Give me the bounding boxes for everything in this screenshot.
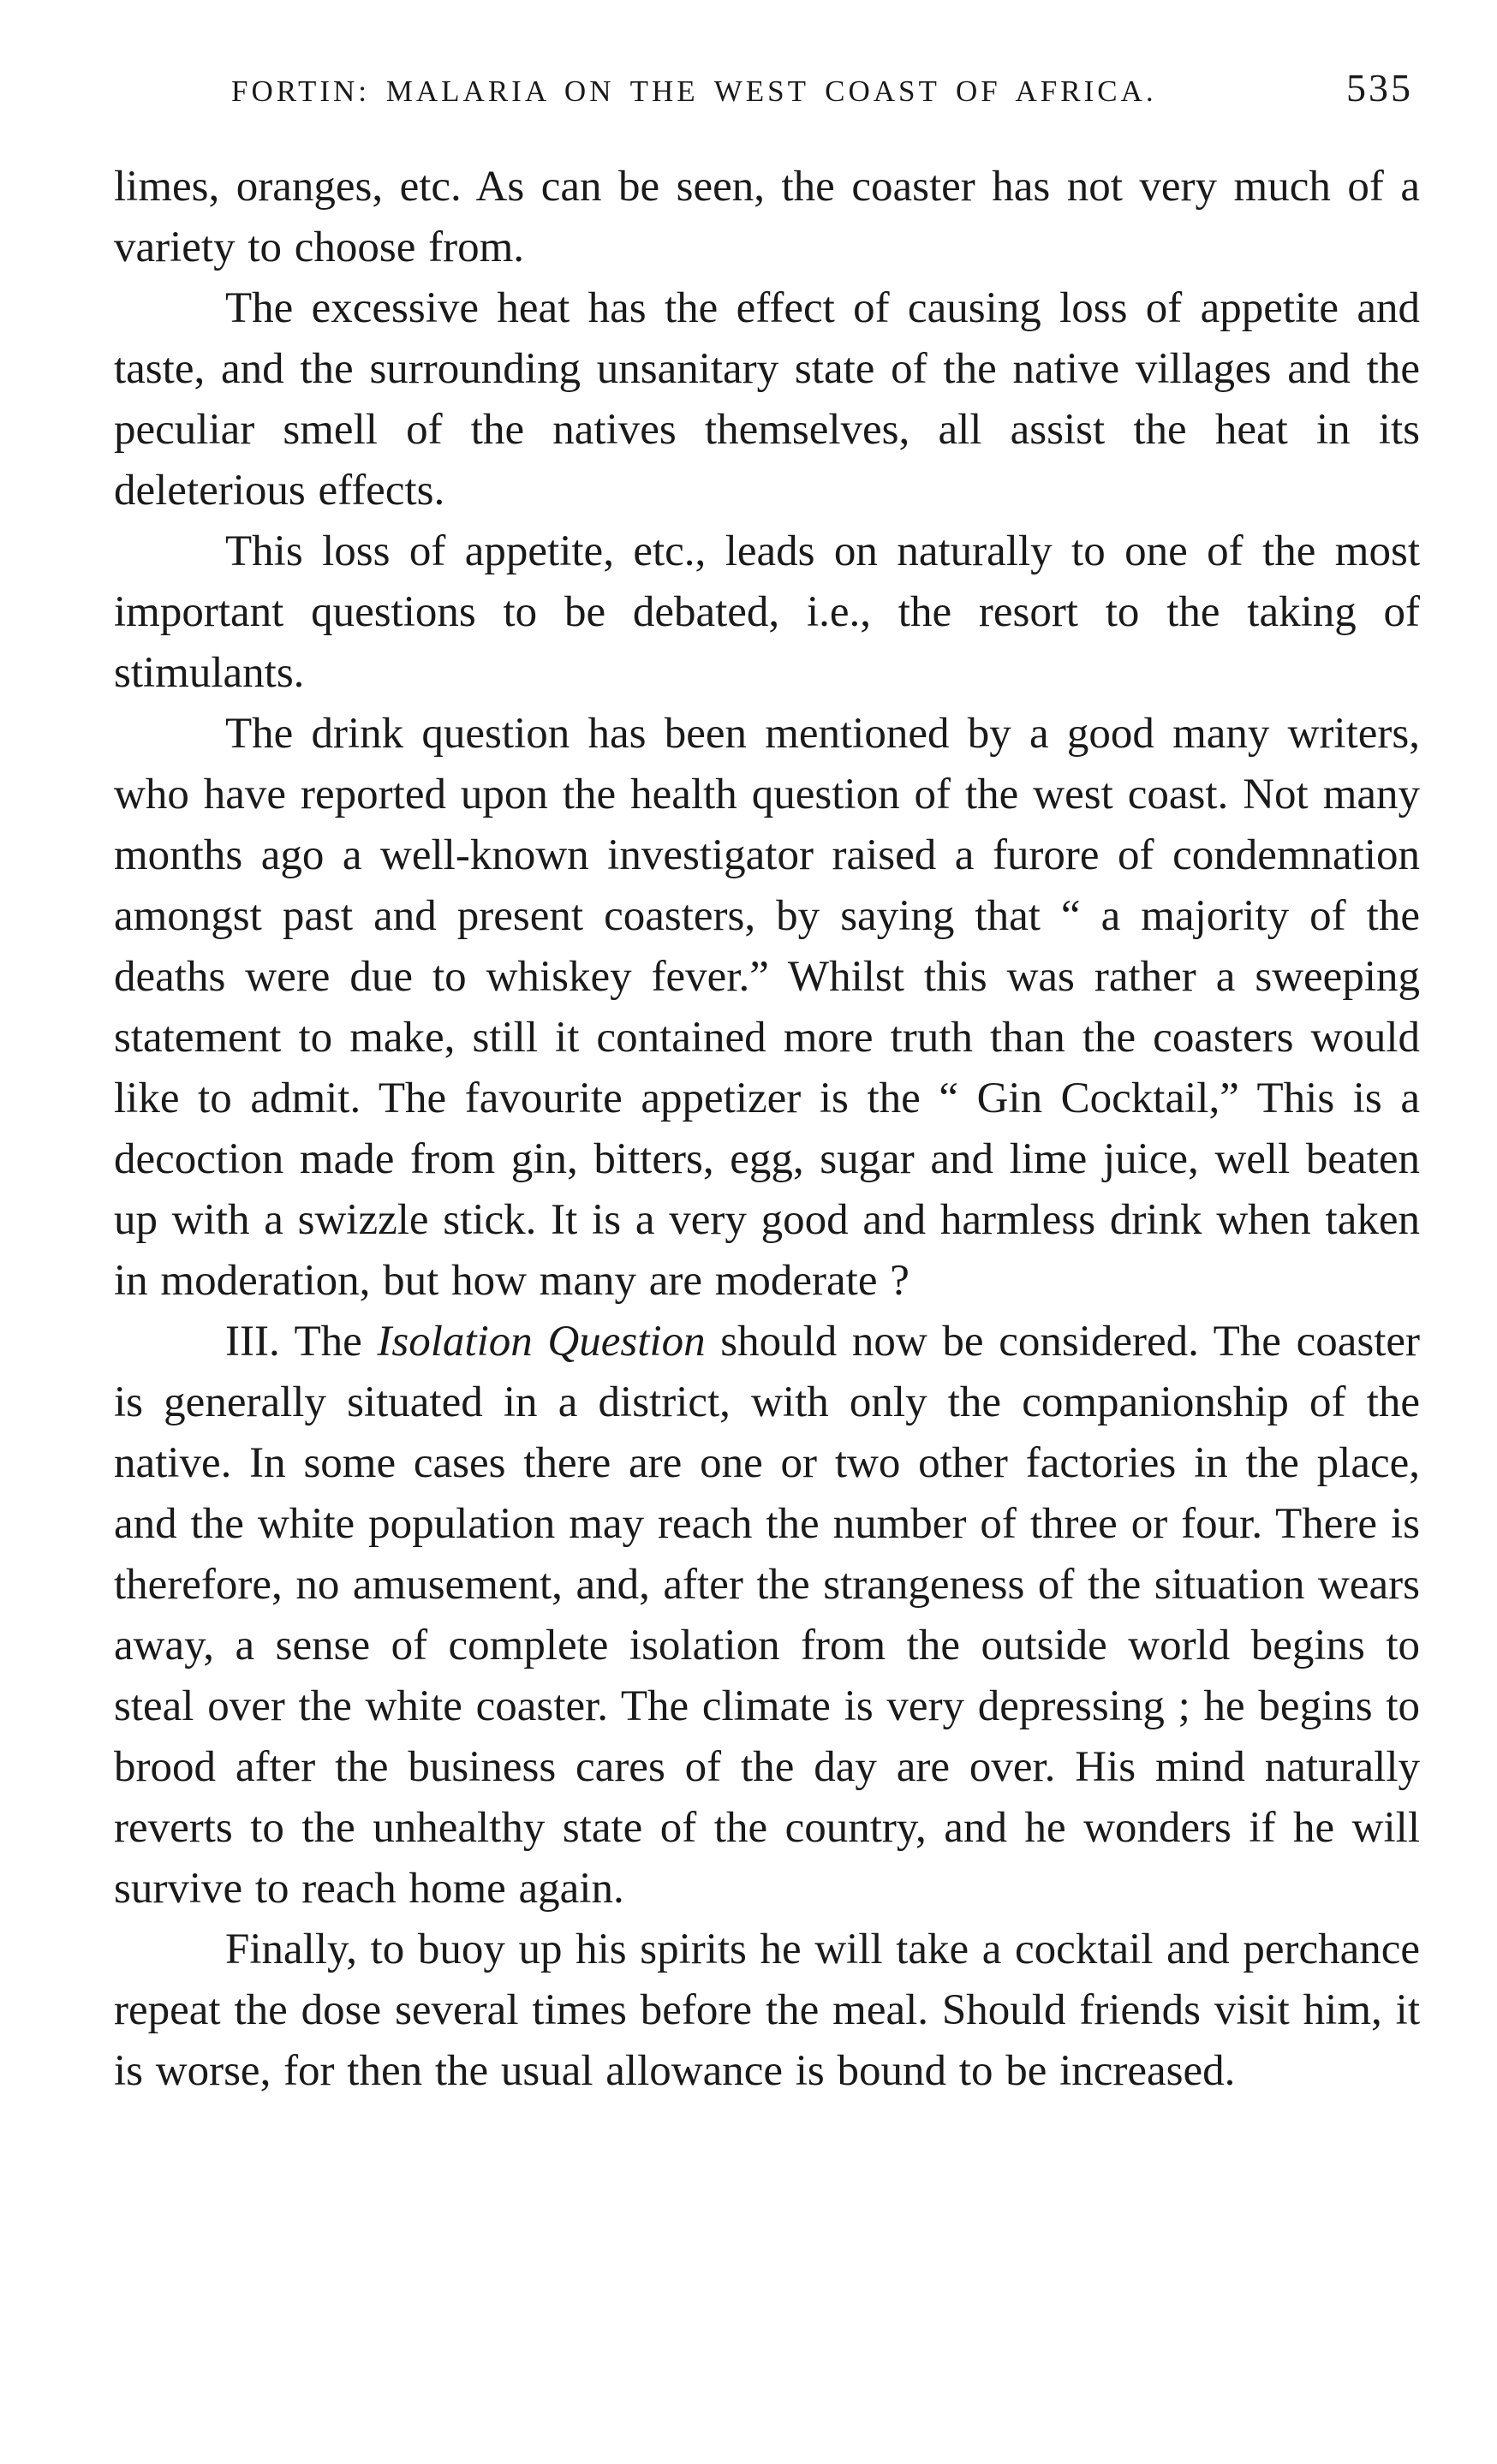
isolation-lead-in: III. The xyxy=(225,1318,378,1366)
paragraph-continuation: limes, oranges, etc. As can be seen, the coaster has not very much of a variety to choose from. xyxy=(114,163,1420,271)
paragraph-isolation-question xyxy=(114,1312,1420,1919)
page-number: 535 xyxy=(1346,66,1413,110)
isolation-body: should now be considered. The coaster is generally situated in a district, with only the companionship of the native. In some cases there are one or two other factories in the place, and the white population may reach the number of three or four. There is therefore, no amusement, and, after the strangeness of the situation wears away, a sense of complete isolation from the outside world begins to steal over the white coaster. The climate is very depressing ; he begins to brood after the business cares of the day are over. His mind naturally reverts to the unhealthy state of the country, and he wonders if he will survive to reach home again. xyxy=(114,1318,1420,1913)
isolation-question-italic: Isolation Question xyxy=(377,1318,706,1366)
running-head-title: FORTIN: MALARIA ON THE WEST COAST OF AFRICA. xyxy=(231,74,1157,108)
running-header xyxy=(128,62,1413,122)
paragraph-excessive-heat: The excessive heat has the effect of causing loss of appetite and taste, and the surrounding unsanitary state of the native villages and the peculiar smell of the natives themselves, all assist the heat in its deleterious effects. xyxy=(114,284,1420,515)
paragraph-drink-question: The drink question has been mentioned by a good many writers, who have reported upon the health question of the west coast. Not many months ago a well-known investigator raised a furore of condemnation amongst past and present coasters, by saying that “ a majority of the deaths were due to whiskey fever.” Whilst this was rather a sweeping statement to make, still it contained more truth than the coasters would like to admit. The favourite appetizer is the “ Gin Cocktail,” This is a decoction made from gin, bitters, egg, sugar and lime juice, well beaten up with a swizzle stick. It is a very good and harmless drink when taken in moderation, but how many are moderate ? xyxy=(114,710,1420,1305)
paragraph-loss-of-appetite: This loss of appetite, etc., leads on naturally to one of the most important questions to be debated, i.e., the resort to the taking of stimulants. xyxy=(114,527,1420,697)
body-text xyxy=(114,157,1420,2102)
paragraph-finally: Finally, to buoy up his spirits he will take a cocktail and perchance repeat the dose several times before the meal. Should friends visit him, it is worse, for then the usual allowance is bound to be increased. xyxy=(114,1925,1420,2095)
